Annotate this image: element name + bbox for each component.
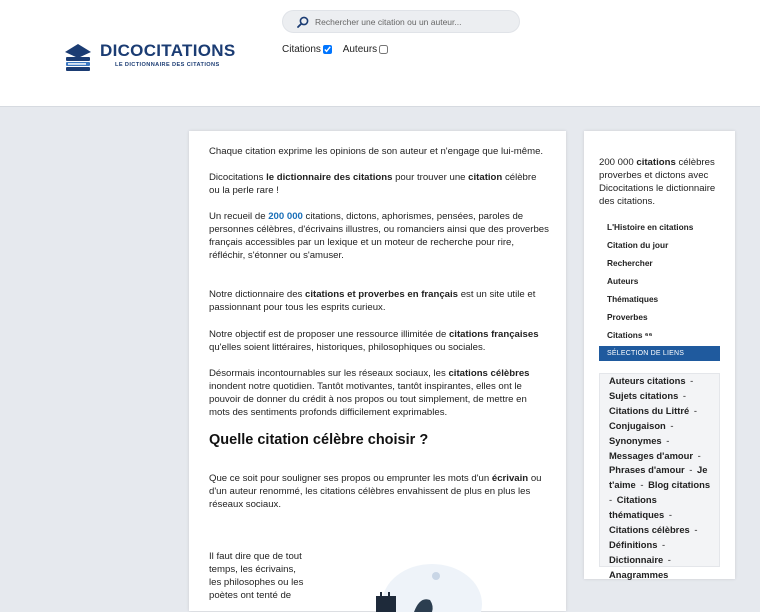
link-separator: - [637,479,647,491]
sidebar-item-citation-du-jour[interactable]: Citation du jour [607,240,669,250]
link-conjugaison[interactable]: Conjugaison [609,419,666,431]
sidebar-item-citations[interactable]: Citations ⁶⁶ [607,330,653,340]
main-content [189,131,566,611]
sidebar-item-auteurs[interactable]: Auteurs [607,276,639,286]
sidebar [584,131,735,579]
link-citations-celebres[interactable]: Citations célèbres [609,524,690,536]
site-header [0,0,760,107]
logo-name: DICOCITATIONS [100,41,236,60]
link-auteurs-citations[interactable]: Auteurs citations [609,375,686,386]
decorative-illustration [374,562,484,612]
search-icon[interactable] [297,16,309,28]
filter-citations-label: Citations [282,44,321,55]
filter-auteurs-label: Auteurs [342,44,378,55]
link-separator: - [665,553,671,565]
link-definitions[interactable]: Définitions [609,538,658,550]
section-heading: Quelle citation célèbre choisir ? [209,432,429,448]
filter-auteurs-checkbox[interactable] [379,45,388,54]
writers-paragraph: Que ce soit pour souligner ses propos ou emprunter les mots d'un écrivain ou d'un auteur renommé, les citations célèbres envahissent de plus en plus les réseaux sociaux. [209,473,542,510]
link-separator: - [666,509,672,521]
history-paragraph: Il faut dire que de tout temps, les écrivains, les philosophes ou les poètes ont tenté de [209,551,304,601]
link-blog-citations[interactable]: Blog citations [648,479,711,491]
link-separator: - [695,449,701,461]
search-bar [282,10,520,33]
link-separator: - [659,538,666,550]
link-separator: - [686,464,696,476]
filter-citations[interactable] [282,44,332,55]
link-synonymes[interactable]: Synonymes [609,434,662,446]
link-anagrammes[interactable]: Anagrammes [609,568,669,580]
link-phrases-amour[interactable]: Phrases d'amour [609,464,685,476]
sidebar-item-rechercher[interactable]: Rechercher [607,258,653,268]
link-separator: - [667,419,674,431]
link-separator: - [687,375,694,386]
link-dictionnaire[interactable]: Dictionnaire [609,553,664,565]
selection-links [599,373,720,580]
sidebar-nav [607,222,693,348]
disclaimer-text: Chaque citation exprime les opinions de son auteur et n'engage que lui-même. [209,146,544,157]
site-logo[interactable] [62,38,236,74]
selection-heading: SÉLECTION DE LIENS [599,346,720,361]
logo-tagline: LE DICTIONNAIRE DES CITATIONS [115,62,220,68]
books-logo-icon [62,40,94,72]
intro-paragraph: Dicocitations le dictionnaire des citations pour trouver une citation célèbre ou la perle rare ! [209,172,537,196]
link-separator: - [691,404,697,416]
search-input[interactable] [315,14,511,30]
link-separator: - [680,389,687,401]
link-sujets-citations[interactable]: Sujets citations [609,389,679,401]
collection-paragraph: Un recueil de 200 000 citations, dictons, aphorismes, pensées, paroles de personnes célèbres, d'écrivains illustres, ou romanciers ainsi que des proverbes français accessibles par un lexique et un moteur de recherche pour rire, réfléchir, s'étonner ou s'amuser. [209,211,549,261]
link-citations-littre[interactable]: Citations du Littré [609,404,690,416]
sidebar-intro: 200 000 citations célèbres proverbes et dictons avec Dicocitations le dictionnaire des citations. [599,157,716,207]
link-citations-thematiques[interactable]: Citations thématiques [609,494,665,521]
filter-auteurs[interactable] [343,44,388,55]
dictionary-paragraph: Notre dictionnaire des citations et proverbes en français est un site utile et passionnant pour tous les esprits curieux. [209,289,536,313]
social-paragraph: Désormais incontournables sur les réseaux sociaux, les citations célèbres inondent notre quotidien. Tantôt motivantes, tantôt inspirantes, elles ont le pouvoir de donner du crédit à nos propos ou tout simplement, de mettre en mots des sentiments profonds difficilement exprimables. [209,368,530,418]
link-separator: - [663,434,670,446]
link-je-taime[interactable]: Je t'aime [609,464,708,491]
link-separator: - [609,494,615,506]
link-messages-amour[interactable]: Messages d'amour [609,449,694,461]
filter-citations-checkbox[interactable] [323,45,332,54]
sidebar-item-proverbes[interactable]: Proverbes [607,312,648,322]
link-separator: - [691,524,698,536]
sidebar-item-thematiques[interactable]: Thématiques [607,294,659,304]
sidebar-item-histoire[interactable]: L'Histoire en citations [607,222,694,232]
search-filters [282,44,396,55]
objective-paragraph: Notre objectif est de proposer une ressource illimitée de citations françaises qu'elles soient littéraires, historiques, philosophiques ou sociales. [209,329,539,353]
